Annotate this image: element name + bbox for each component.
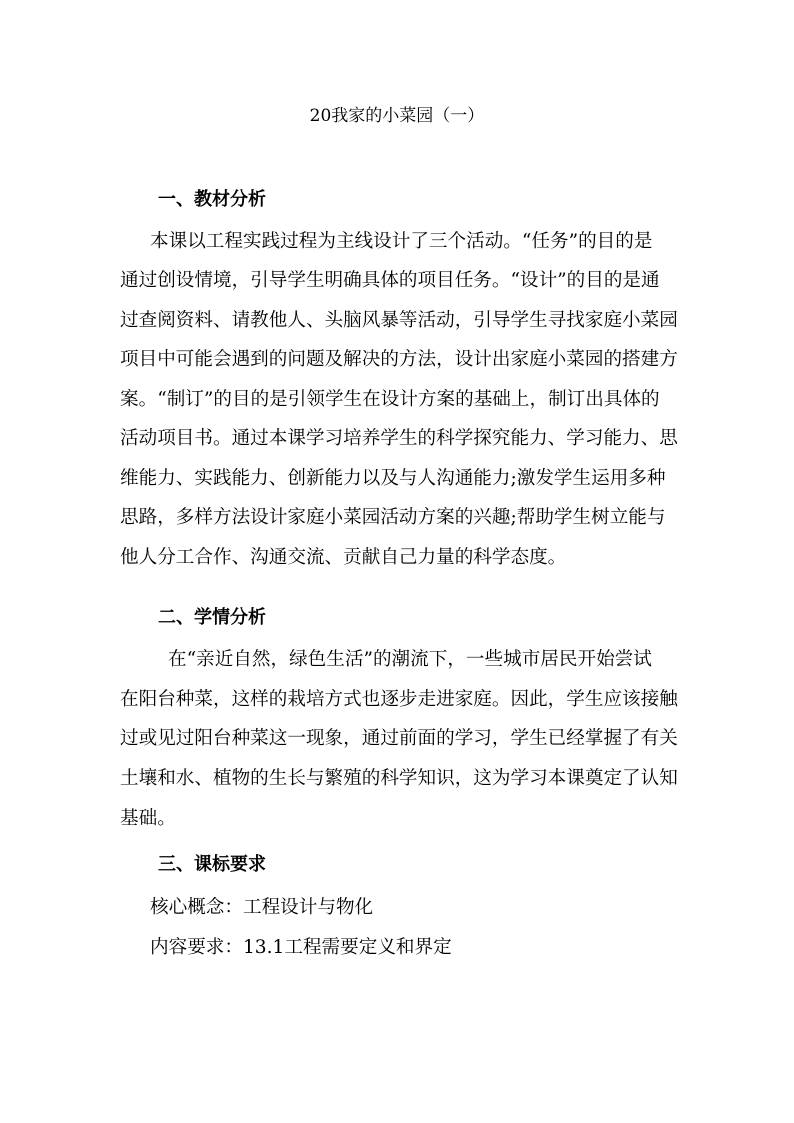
core-concept-line: 核心概念：工程设计与物化 xyxy=(150,897,374,918)
paragraph-line: 在阳台种菜，这样的栽培方式也逐步走进家庭。因此，学生应该接触 xyxy=(120,689,678,710)
paragraph-line: 过或见过阳台种菜这一现象，通过前面的学习，学生已经掌握了有关 xyxy=(120,728,678,749)
paragraph-line: 活动项目书。通过本课学习培养学生的科学探究能力、学习能力、思 xyxy=(120,428,678,449)
content-requirement-line: 内容要求：13.1工程需要定义和界定 xyxy=(150,937,452,958)
section-heading-student-analysis: 二、学情分析 xyxy=(158,607,266,628)
paragraph-line: 在“亲近自然，绿色生活”的潮流下，一些城市居民开始尝试 xyxy=(168,649,652,670)
section-heading-curriculum-requirements: 三、课标要求 xyxy=(158,854,266,875)
paragraph-line: 他人分工合作、沟通交流、贡献自己力量的科学态度。 xyxy=(120,547,567,568)
paragraph-line: 案。“制订”的目的是引领学生在设计方案的基础上，制订出具体的 xyxy=(120,389,660,410)
paragraph-line: 维能力、实践能力、创新能力以及与人沟通能力;激发学生运用多种 xyxy=(120,468,666,489)
paragraph-line: 项目中可能会遇到的问题及解决的方法，设计出家庭小菜园的搭建方 xyxy=(120,349,678,370)
paragraph-line: 思路，多样方法设计家庭小菜园活动方案的兴趣;帮助学生树立能与 xyxy=(120,507,666,528)
paragraph-line: 土壤和水、植物的生长与繁殖的科学知识，这为学习本课奠定了认知 xyxy=(120,768,678,789)
section-heading-textbook-analysis: 一、教材分析 xyxy=(158,189,266,210)
paragraph-line: 基础。 xyxy=(120,808,176,829)
paragraph-line: 过查阅资料、请教他人、头脑风暴等活动，引导学生寻找家庭小菜园 xyxy=(120,310,678,331)
paragraph-line: 本课以工程实践过程为主线设计了三个活动。“任务”的目的是 xyxy=(150,231,653,252)
paragraph-line: 通过创设情境，引导学生明确具体的项目任务。“设计”的目的是通 xyxy=(120,270,660,291)
document-title: 20我家的小菜园（一） xyxy=(309,106,485,126)
